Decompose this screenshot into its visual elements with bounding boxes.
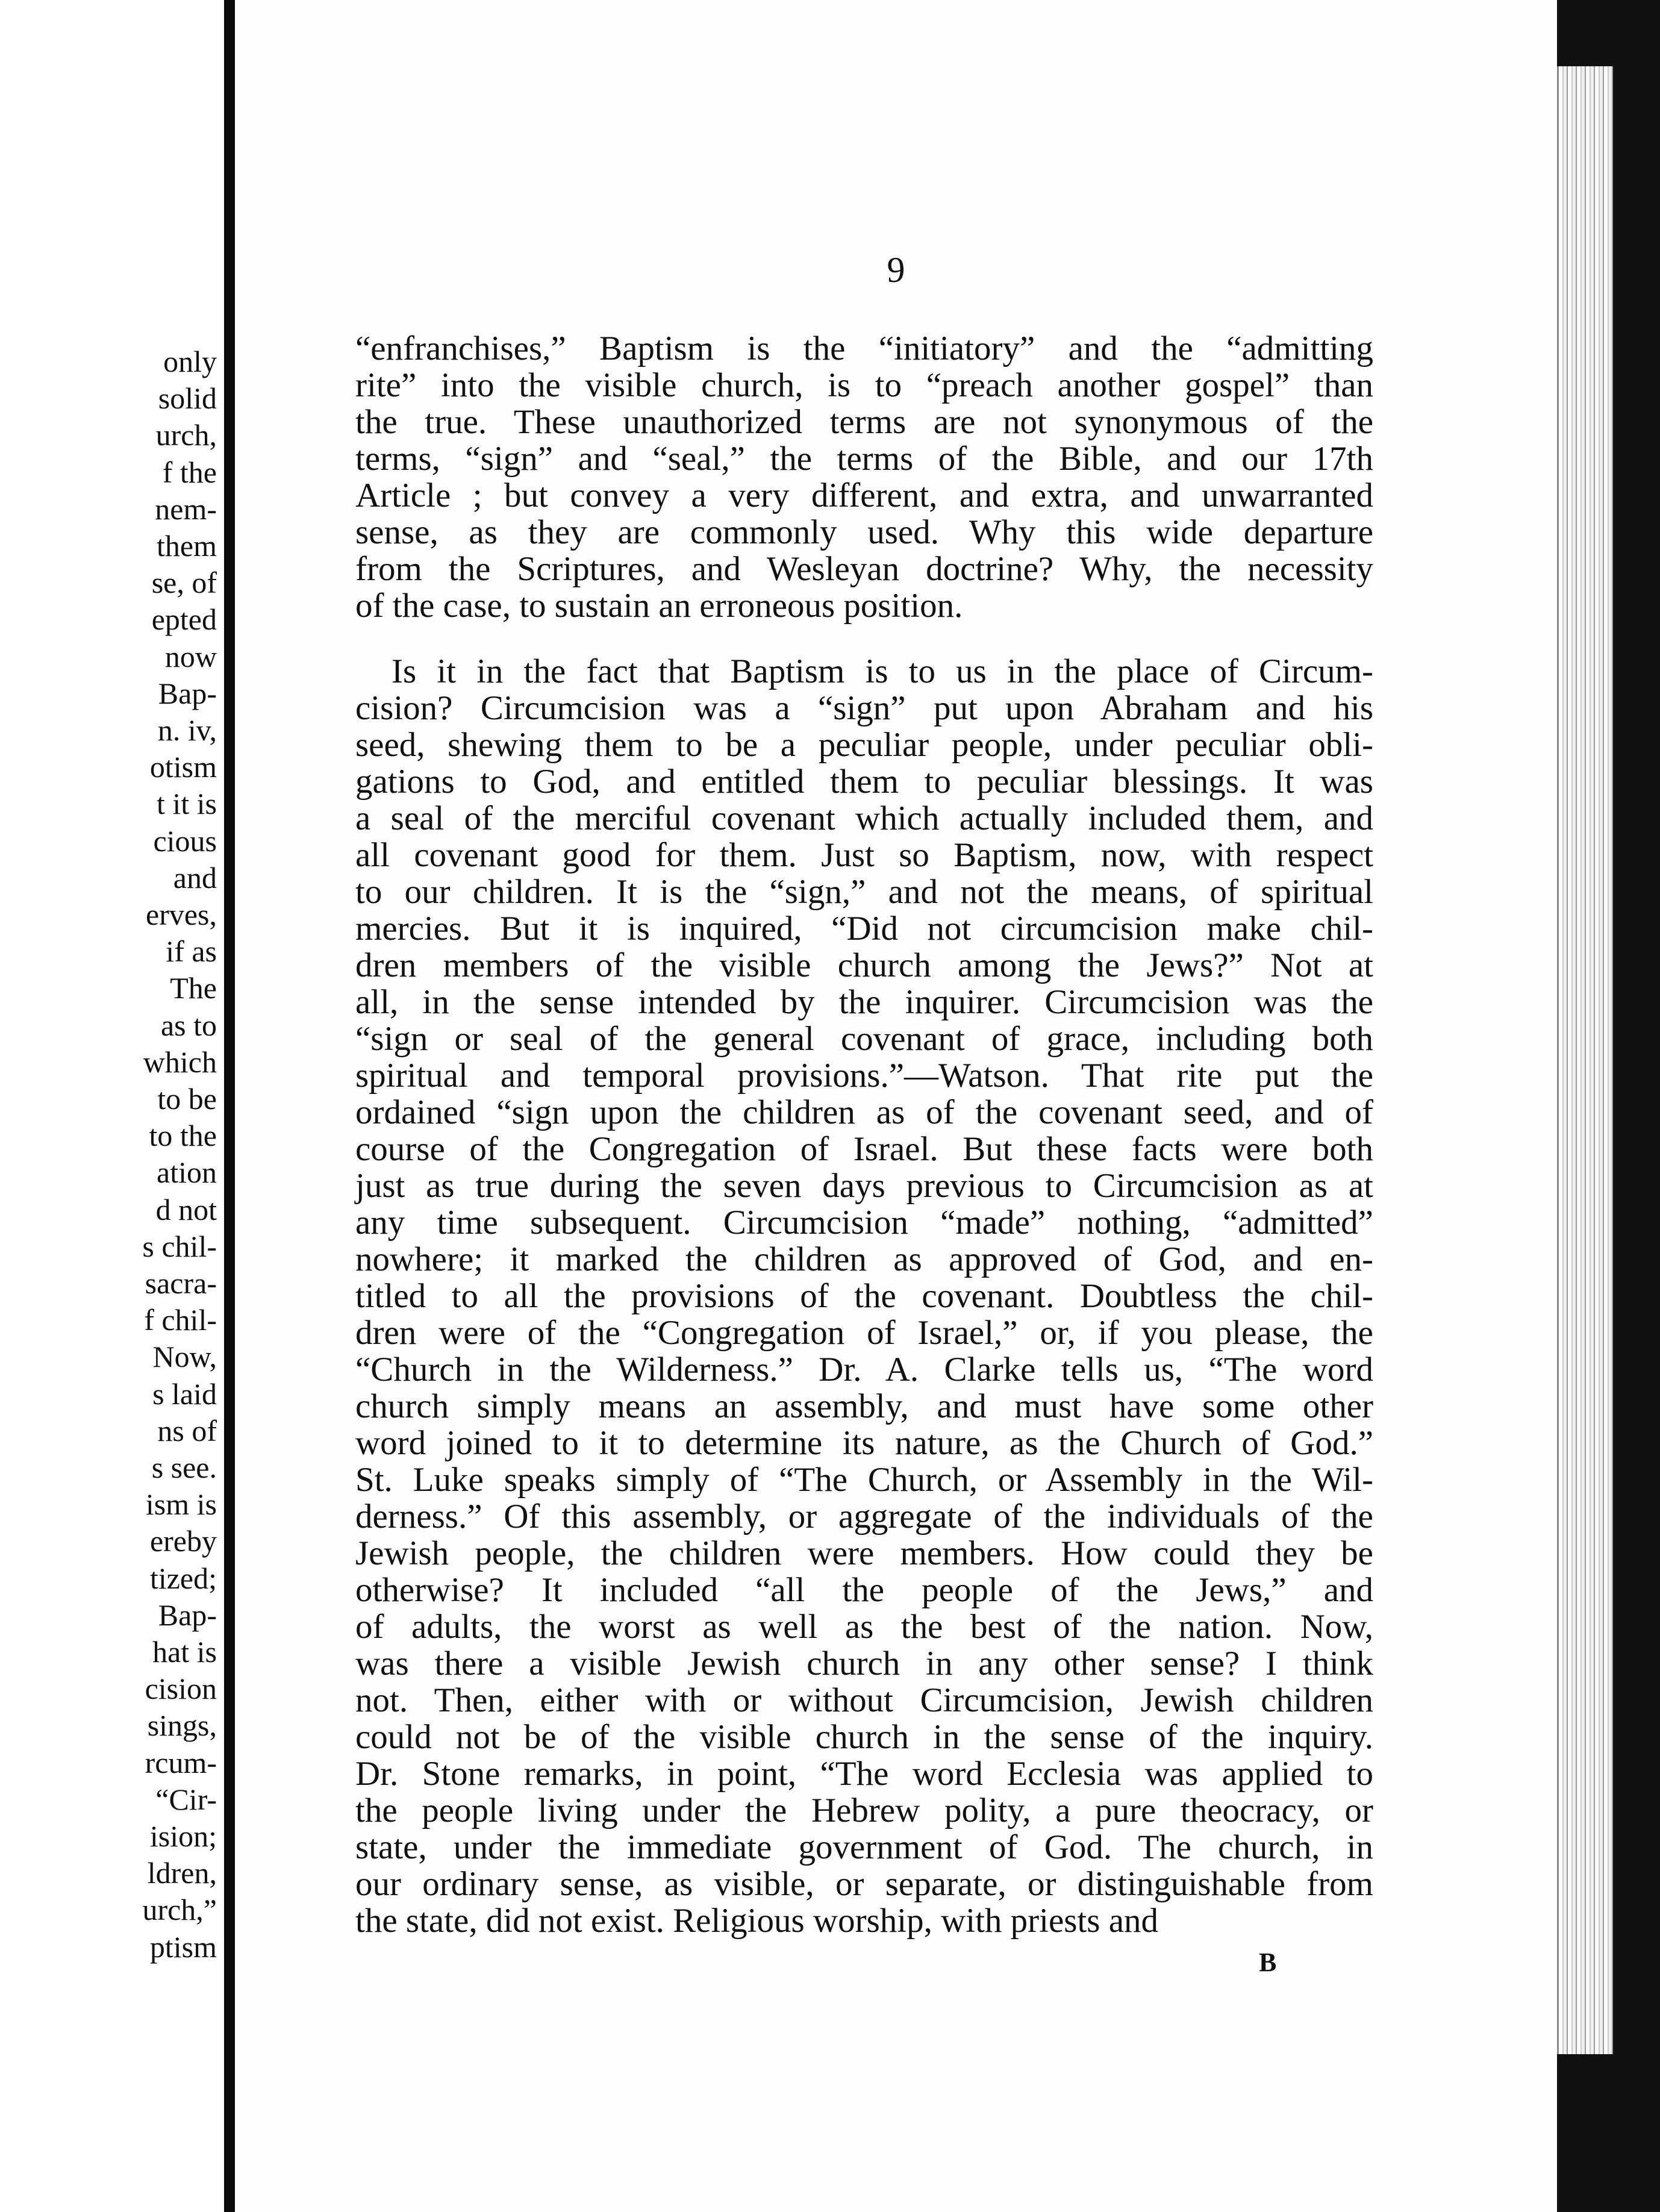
facing-page-line: d not: [155, 1192, 217, 1226]
text-line: Dr. Stone remarks, in point, “The word Ecclesia was applied to: [355, 1755, 1373, 1793]
facing-page-line: The: [170, 971, 217, 1005]
facing-page-line: rcum-: [145, 1745, 217, 1779]
facing-page-line: as to: [160, 1008, 217, 1042]
facing-page-line: se, of: [151, 566, 217, 600]
signature-mark: B: [1259, 1948, 1277, 1977]
facing-page-line: cious: [153, 823, 217, 858]
facing-page-line: ism is: [145, 1487, 217, 1522]
text-line: our ordinary sense, as visible, or separate, or distinguishable from: [355, 1865, 1373, 1903]
facing-page-line: and: [173, 860, 217, 895]
facing-page-line: ation: [157, 1155, 217, 1190]
text-line: sense, as they are commonly used. Why this wide departure: [355, 513, 1373, 551]
text-line: mercies. But it is inquired, “Did not circumcision make chil-: [355, 910, 1373, 948]
text-line: otherwise? It included “all the people of the Jews,” and: [355, 1571, 1373, 1609]
text-line: the people living under the Hebrew polity, a pure theocracy, or: [355, 1792, 1373, 1829]
facing-page-line: urch,: [155, 418, 217, 452]
facing-page-line: ision;: [149, 1819, 217, 1853]
facing-page-line: solid: [158, 381, 217, 416]
text-line: from the Scriptures, and Wesleyan doctrine? Why, the necessity: [355, 550, 1373, 588]
text-line: was there a visible Jewish church in any other sense? I think: [355, 1645, 1373, 1682]
facing-page-line: f chil-: [144, 1303, 217, 1337]
text-line: Jewish people, the children were members. How could they be: [355, 1534, 1373, 1572]
facing-page-line: ptism: [149, 1929, 217, 1964]
text-line: derness.” Of this assembly, or aggregate of the individuals of the: [355, 1498, 1373, 1536]
facing-page-line: to the: [149, 1119, 217, 1153]
text-line: course of the Congregation of Israel. But these facts were both: [355, 1130, 1373, 1168]
facing-page-line: to be: [157, 1082, 217, 1116]
facing-page-line: hat is: [152, 1635, 217, 1669]
text-line: terms, “sign” and “seal,” the terms of the Bible, and our 17th: [355, 440, 1373, 478]
text-line: any time subsequent. Circumcision “made” nothing, “admitted”: [355, 1204, 1373, 1242]
facing-page-line: s laid: [152, 1376, 217, 1411]
facing-page-line: ns of: [157, 1413, 217, 1448]
text-line: dren were of the “Congregation of Israel,” or, if you please, the: [355, 1314, 1373, 1352]
text-line: ordained “sign upon the children as of the covenant seed, and of: [355, 1093, 1373, 1131]
facing-page-line: erves,: [146, 898, 217, 931]
facing-page-line: epted: [151, 602, 217, 637]
facing-page-line: which: [143, 1045, 217, 1079]
text-line: could not be of the visible church in the sense of the inquiry.: [355, 1718, 1373, 1756]
book-page: [235, 0, 1557, 2212]
facing-page-line: sacra-: [145, 1266, 217, 1300]
text-line: nowhere; it marked the children as approved of God, and en-: [355, 1240, 1373, 1278]
facing-page-line: f the: [162, 455, 217, 489]
paragraph-gap: [355, 624, 1373, 653]
text-line: just as true during the seven days previous to Circumcision as at: [355, 1167, 1373, 1205]
page-edges: [1557, 66, 1613, 2054]
facing-page-line: otism: [149, 750, 217, 784]
facing-page-line: t it is: [156, 787, 217, 821]
text-line: to our children. It is the “sign,” and not the means, of spiritual: [355, 873, 1373, 911]
body-text: [355, 330, 1373, 1939]
facing-page-line: ereby: [149, 1524, 217, 1558]
text-line: Is it in the fact that Baptism is to us in the place of Circum-: [392, 652, 1373, 690]
facing-page-line: s chil-: [142, 1229, 217, 1263]
text-line: seed, shewing them to be a peculiar people, under peculiar obli-: [355, 726, 1373, 764]
text-line: “enfranchises,” Baptism is the “initiatory” and the “admitting: [355, 330, 1373, 367]
text-line: church simply means an assembly, and must have some other: [355, 1387, 1373, 1425]
text-line: state, under the immediate government of God. The church, in: [355, 1828, 1373, 1866]
text-line: dren members of the visible church among the Jews?” Not at: [355, 946, 1373, 984]
facing-page-line: Bap-: [158, 676, 217, 710]
text-line: all, in the sense intended by the inquirer. Circumcision was the: [355, 983, 1373, 1021]
facing-page-line: n. iv,: [157, 713, 217, 747]
facing-page-line: them: [157, 529, 217, 563]
facing-page-line: if as: [166, 934, 217, 969]
facing-page-line: ldren,: [147, 1856, 217, 1890]
text-line: the true. These unauthorized terms are not synonymous of the: [355, 403, 1373, 441]
facing-page-line: Now,: [152, 1340, 217, 1374]
text-line: St. Luke speaks simply of “The Church, or Assembly in the Wil-: [355, 1461, 1373, 1499]
text-line: a seal of the merciful covenant which actually included them, and: [355, 799, 1373, 837]
text-line: “Church in the Wilderness.” Dr. A. Clarke tells us, “The word: [355, 1351, 1373, 1389]
facing-page-line: only: [163, 345, 217, 378]
text-line: spiritual and temporal provisions.”—Watson. That rite put the: [355, 1057, 1373, 1095]
facing-page-line: now: [164, 639, 217, 673]
facing-page-line: Bap-: [158, 1598, 217, 1632]
facing-page-line: urch,”: [142, 1893, 217, 1927]
text-line: titled to all the provisions of the covenant. Doubtless the chil-: [355, 1277, 1373, 1315]
facing-page-line: tized;: [149, 1561, 217, 1595]
text-line: “sign or seal of the general covenant of grace, including both: [355, 1020, 1373, 1058]
facing-page-line: nem-: [155, 492, 217, 526]
text-line: cision? Circumcision was a “sign” put upon Abraham and his: [355, 689, 1373, 727]
text-line: the state, did not exist. Religious worship, with priests and: [355, 1902, 1159, 1940]
facing-page-line: cision: [145, 1672, 217, 1706]
text-line: not. Then, either with or without Circumcision, Jewish children: [355, 1681, 1373, 1719]
facing-page-line: s see.: [151, 1451, 217, 1484]
text-line: word joined to it to determine its nature, as the Church of God.”: [355, 1424, 1373, 1462]
book-spine-gutter: [224, 0, 235, 2212]
text-line: of adults, the worst as well as the best of the nation. Now,: [355, 1608, 1373, 1646]
text-line: of the case, to sustain an erroneous position.: [355, 587, 963, 625]
text-line: rite” into the visible church, is to “preach another gospel” than: [355, 366, 1373, 404]
facing-page-line: sings,: [147, 1708, 217, 1743]
text-line: gations to God, and entitled them to peculiar blessings. It was: [355, 763, 1373, 801]
facing-page-line: “Cir-: [155, 1782, 217, 1816]
text-line: Article ; but convey a very different, and extra, and unwarranted: [355, 476, 1373, 514]
text-line: all covenant good for them. Just so Baptism, now, with respect: [355, 836, 1373, 874]
page-number: 9: [887, 250, 905, 290]
facing-page-fragment: [0, 0, 224, 2212]
